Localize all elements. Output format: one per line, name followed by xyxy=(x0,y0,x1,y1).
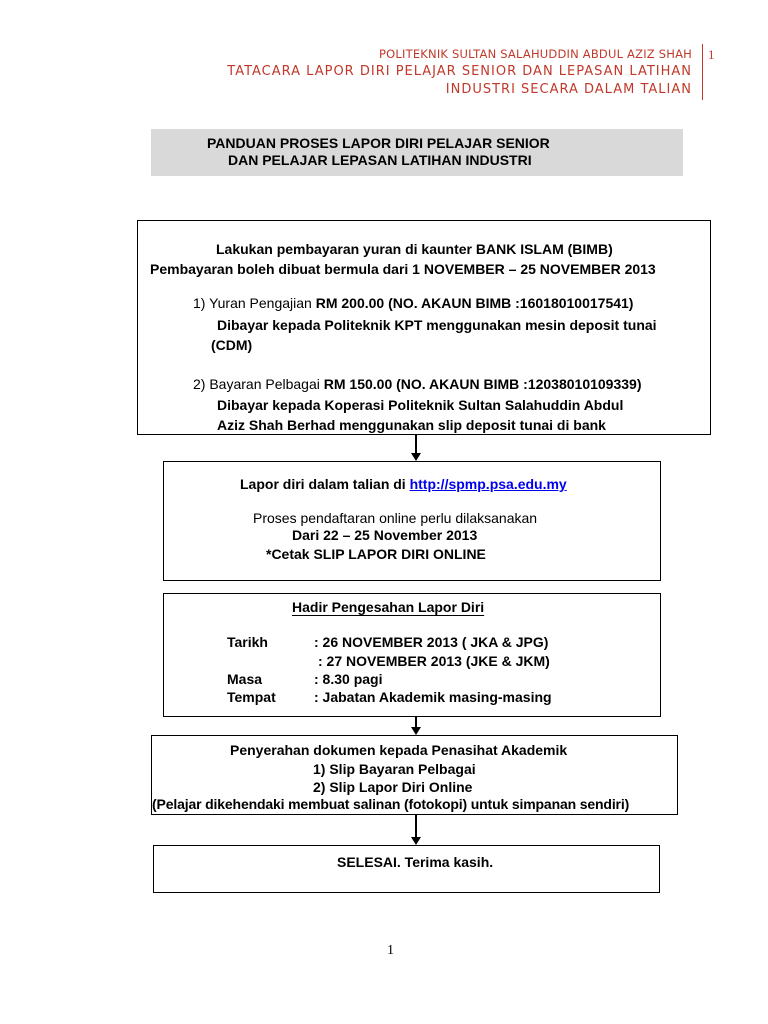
online-registration-line xyxy=(240,476,567,492)
verification-label-time: Masa xyxy=(227,671,263,687)
verification-value-date1: : 26 NOVEMBER 2013 ( JKA & JPG) xyxy=(314,634,549,650)
flow-arrow-1 xyxy=(411,435,421,461)
registration-link[interactable]: http://spmp.psa.edu.my xyxy=(409,476,567,492)
completion-box xyxy=(153,845,660,893)
online-registration-dates: Dari 22 – 25 November 2013 xyxy=(292,527,478,543)
submission-note: (Pelajar dikehendaki membuat salinan (fotokopi) untuk simpanan sendiri) xyxy=(152,796,630,812)
online-registration-label: Lapor diri dalam talian di xyxy=(240,476,410,492)
print-slip-note: *Cetak SLIP LAPOR DIRI ONLINE xyxy=(266,546,486,562)
payment-instruction: Lakukan pembayaran yuran di kaunter BANK ISLAM (BIMB) xyxy=(216,241,613,257)
payment-item-2-label: 2) Bayaran Pelbagai xyxy=(193,376,324,392)
title-banner xyxy=(151,129,683,176)
header-title-line2: INDUSTRI SECARA DALAM TALIAN xyxy=(445,82,692,97)
submission-heading: Penyerahan dokumen kepada Penasihat Akademik xyxy=(230,742,568,758)
verification-value-time: : 8.30 pagi xyxy=(314,671,383,687)
verification-label-date: Tarikh xyxy=(227,634,268,650)
title-line2: DAN PELAJAR LEPASAN LATIHAN INDUSTRI xyxy=(228,152,532,168)
flow-arrow-2 xyxy=(411,717,421,735)
completion-message: SELESAI. Terima kasih. xyxy=(337,854,494,870)
online-registration-box xyxy=(163,461,661,581)
header-title-line1: TATACARA LAPOR DIRI PELAJAR SENIOR DAN LEPASAN LATIHAN xyxy=(227,64,692,79)
payment-item-2-desc-cont: Aziz Shah Berhad menggunakan slip deposit tunai di bank xyxy=(217,417,606,433)
payment-item-2-amount: RM 150.00 (NO. AKAUN BIMB :12038010109339) xyxy=(323,376,642,392)
title-line1: PANDUAN PROSES LAPOR DIRI PELAJAR SENIOR xyxy=(207,135,550,151)
verification-heading: Hadir Pengesahan Lapor Diri xyxy=(292,599,485,615)
submission-item-1: 1) Slip Bayaran Pelbagai xyxy=(313,761,476,777)
footer-page-number: 1 xyxy=(387,943,394,958)
header-page-number: 1 xyxy=(708,47,715,62)
payment-item-1-desc: Dibayar kepada Politeknik KPT menggunakan mesin deposit tunai xyxy=(217,317,657,333)
flow-arrow-3 xyxy=(411,815,421,845)
payment-item-2 xyxy=(193,376,642,392)
header-institution: POLITEKNIK SULTAN SALAHUDDIN ABDUL AZIZ SHAH xyxy=(379,47,692,61)
header-divider xyxy=(702,44,703,100)
payment-period: Pembayaran boleh dibuat bermula dari 1 NOVEMBER – 25 NOVEMBER 2013 xyxy=(150,261,656,277)
payment-item-1 xyxy=(193,295,633,311)
payment-item-2-desc: Dibayar kepada Koperasi Politeknik Sultan Salahuddin Abdul xyxy=(217,397,624,413)
document-submission-box xyxy=(151,735,678,815)
online-registration-note: Proses pendaftaran online perlu dilaksanakan xyxy=(253,510,538,526)
verification-value-date2: : 27 NOVEMBER 2013 (JKE & JKM) xyxy=(318,653,550,669)
payment-item-1-label: 1) Yuran Pengajian xyxy=(193,295,316,311)
payment-step-box xyxy=(137,220,711,435)
verification-label-place: Tempat xyxy=(227,689,276,705)
verification-value-place: : Jabatan Akademik masing-masing xyxy=(314,689,552,705)
submission-item-2: 2) Slip Lapor Diri Online xyxy=(313,779,473,795)
payment-item-1-amount: RM 200.00 (NO. AKAUN BIMB :16018010017541) xyxy=(315,295,634,311)
verification-box xyxy=(163,593,661,717)
payment-item-1-desc-cont: (CDM) xyxy=(211,337,253,353)
